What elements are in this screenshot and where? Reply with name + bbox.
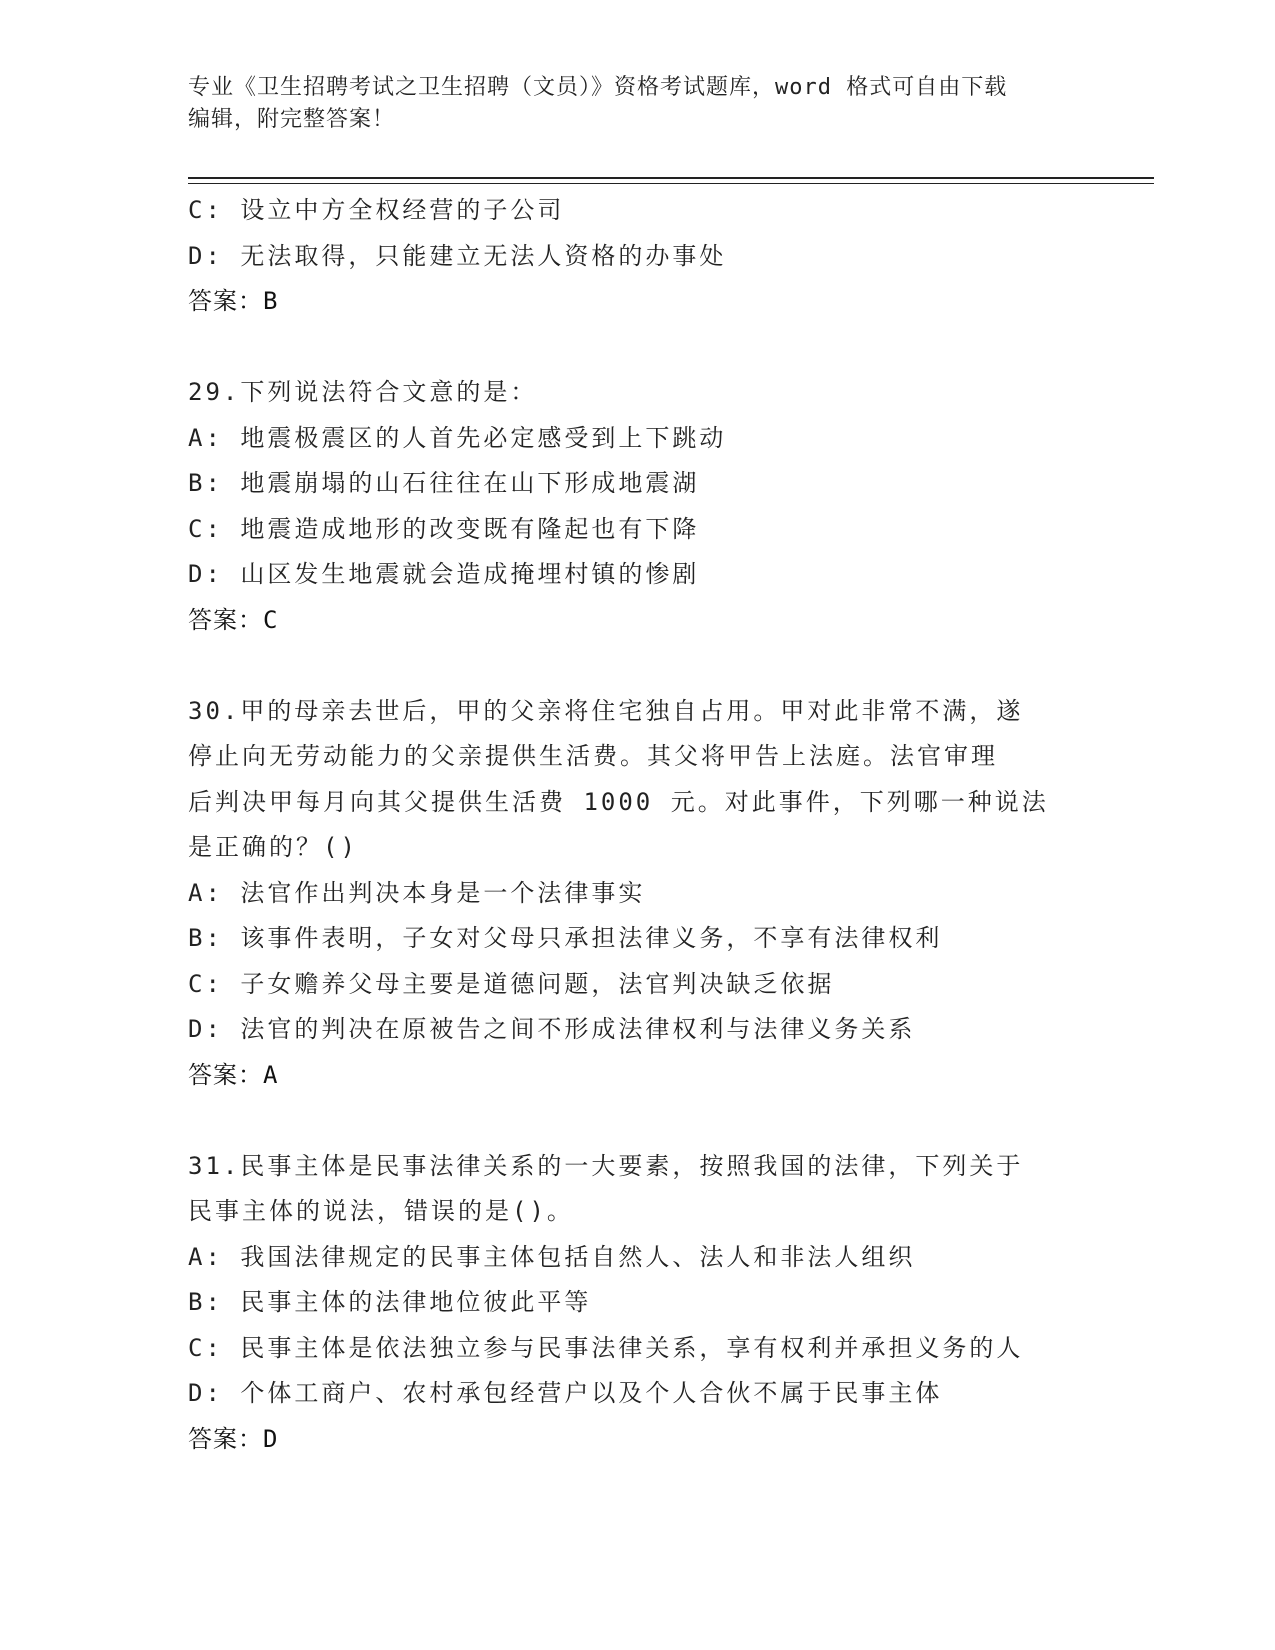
option-b: B: 该事件表明，子女对父母只承担法律义务，不享有法律权利 — [188, 924, 943, 952]
answer-label: 答案： — [188, 605, 263, 634]
question-gap — [188, 643, 1088, 689]
answer-line — [188, 1417, 1088, 1463]
option-d: D: 个体工商户、农村承包经营户以及个人合伙不属于民事主体 — [188, 1379, 943, 1407]
option-a: A: 地震极震区的人首先必定感受到上下跳动 — [188, 423, 727, 452]
option-c: C: 民事主体是依法独立参与民事法律关系，享有权利并承担义务的人 — [188, 1333, 1024, 1362]
option-a: A: 我国法律规定的民事主体包括自然人、法人和非法人组织 — [188, 1242, 916, 1271]
option-d: D: 法官的判决在原被告之间不形成法律权利与法律义务关系 — [188, 1015, 916, 1043]
question-stem: 是正确的？() — [188, 833, 358, 861]
question-stem: 民事主体的说法，错误的是()。 — [188, 1197, 574, 1225]
question-31 — [188, 1144, 1088, 1463]
option-d: D: 山区发生地震就会造成掩埋村镇的惨剧 — [188, 560, 700, 588]
answer-value: A — [263, 1060, 279, 1089]
question-gap — [188, 325, 1088, 371]
answer-label: 答案： — [188, 1424, 263, 1453]
page-header — [188, 72, 1088, 136]
answer-line — [188, 598, 1088, 644]
question-gap — [188, 1098, 1088, 1144]
option-c: C: 地震造成地形的改变既有隆起也有下降 — [188, 514, 700, 543]
answer-label: 答案： — [188, 287, 263, 315]
answer-label: 答案： — [188, 1060, 263, 1089]
option-c: C: 设立中方全权经营的子公司 — [188, 196, 565, 224]
question-29 — [188, 370, 1088, 643]
option-c: C: 子女赡养父母主要是道德问题，法官判决缺乏依据 — [188, 969, 835, 998]
header-line-2: 编辑，附完整答案！ — [188, 107, 396, 132]
question-stem: 后判决甲每月向其父提供生活费 1000 元。对此事件，下列哪一种说法 — [188, 787, 1049, 816]
header-divider-thin — [188, 183, 1154, 184]
question-30 — [188, 689, 1088, 1099]
answer-line — [188, 279, 1088, 325]
question-content — [188, 188, 1088, 1462]
question-stem: 31.民事主体是民事法律关系的一大要素，按照我国的法律，下列关于 — [188, 1151, 1024, 1180]
answer-value: D — [263, 1424, 279, 1453]
answer-line — [188, 1053, 1088, 1099]
header-line-1: 专业《卫生招聘考试之卫生招聘（文员）》资格考试题库，word 格式可自由下载 — [188, 75, 1008, 100]
header-divider-thick — [188, 177, 1154, 179]
option-a: A: 法官作出判决本身是一个法律事实 — [188, 878, 646, 907]
option-d: D: 无法取得，只能建立无法人资格的办事处 — [188, 241, 727, 270]
option-b: B: 地震崩塌的山石往往在山下形成地震湖 — [188, 469, 700, 497]
answer-value: B — [263, 287, 279, 315]
question-continued — [188, 188, 1088, 325]
question-stem: 30.甲的母亲去世后，甲的父亲将住宅独自占用。甲对此非常不满，遂 — [188, 696, 1024, 725]
question-stem: 29.下列说法符合文意的是： — [188, 378, 538, 406]
question-stem: 停止向无劳动能力的父亲提供生活费。其父将甲告上法庭。法官审理 — [188, 742, 998, 770]
answer-value: C — [263, 605, 279, 634]
option-b: B: 民事主体的法律地位彼此平等 — [188, 1288, 592, 1316]
